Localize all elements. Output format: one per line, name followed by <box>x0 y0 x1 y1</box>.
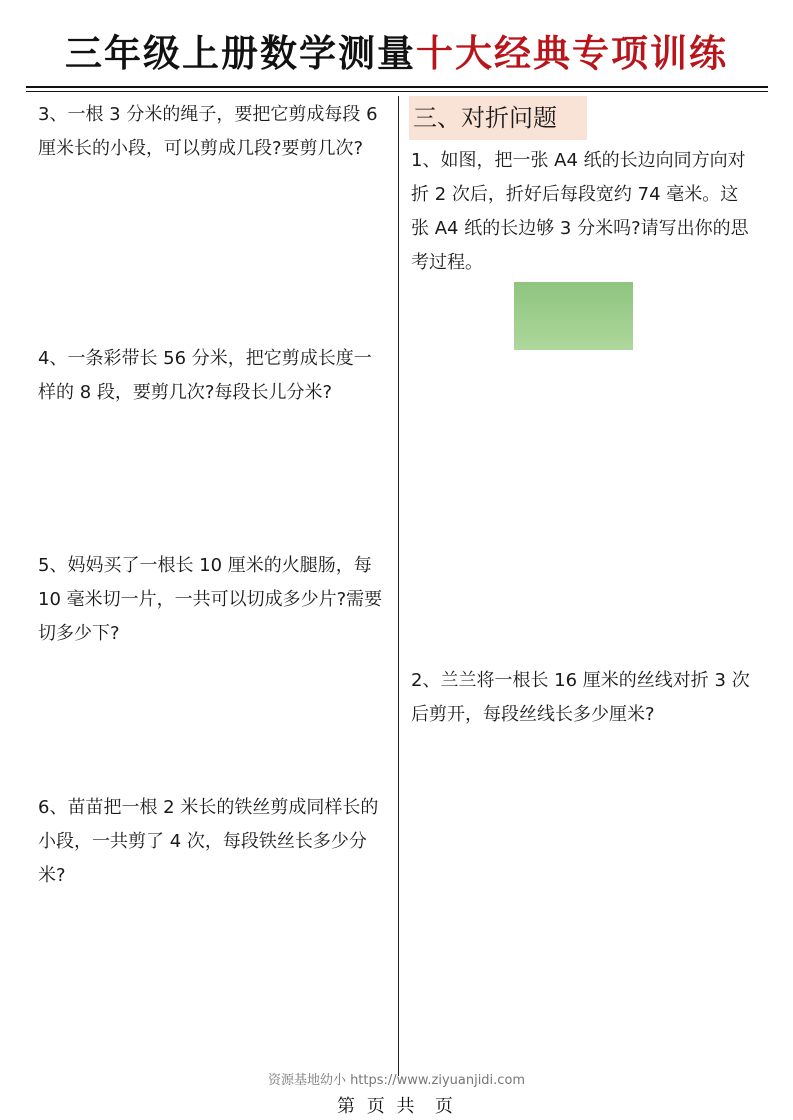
folding-question-2: 2、兰兰将一根长 16 厘米的丝线对折 3 次后剪开，每段丝线长多少厘米? <box>411 670 750 725</box>
page-footer: 第 页 共 页 <box>337 1096 456 1117</box>
question-4: 4、一条彩带长 56 分米，把它剪成长度一样的 8 段，要剪几次?每段长儿分米? <box>38 348 372 403</box>
title-rule-thin <box>26 91 768 92</box>
question-3: 3、一根 3 分米的绳子，要把它剪成每段 6 厘米长的小段，可以剪成几段?要剪几次? <box>38 104 378 159</box>
folding-question-1: 1、如图，把一张 A4 纸的长边向同方向对折 2 次后，折好后每段宽约 74 毫米。这张 A4 纸的长边够 3 分米吗?请写出你的思考过程。 <box>411 150 749 273</box>
watermark: 资源基地幼小 https://www.ziyuanjidi.com <box>267 1073 526 1088</box>
column-divider <box>398 96 399 1076</box>
question-6: 6、苗苗把一根 2 米长的铁丝剪成同样长的小段，一共剪了 4 次，每段铁丝长多少分米? <box>38 797 379 886</box>
section-heading-folding: 三、对折问题 <box>409 96 587 140</box>
question-5: 5、妈妈买了一根长 10 厘米的火腿肠，每 10 毫米切一片，一共可以切成多少片?需要切多少下? <box>38 555 383 644</box>
title-red-part: 十大经典专项训练 <box>416 31 728 75</box>
title-black-part: 三年级上册数学测量 <box>65 31 416 75</box>
title-rule-thick <box>26 86 768 88</box>
page-title <box>0 30 793 76</box>
a4-paper-figure <box>514 282 633 350</box>
